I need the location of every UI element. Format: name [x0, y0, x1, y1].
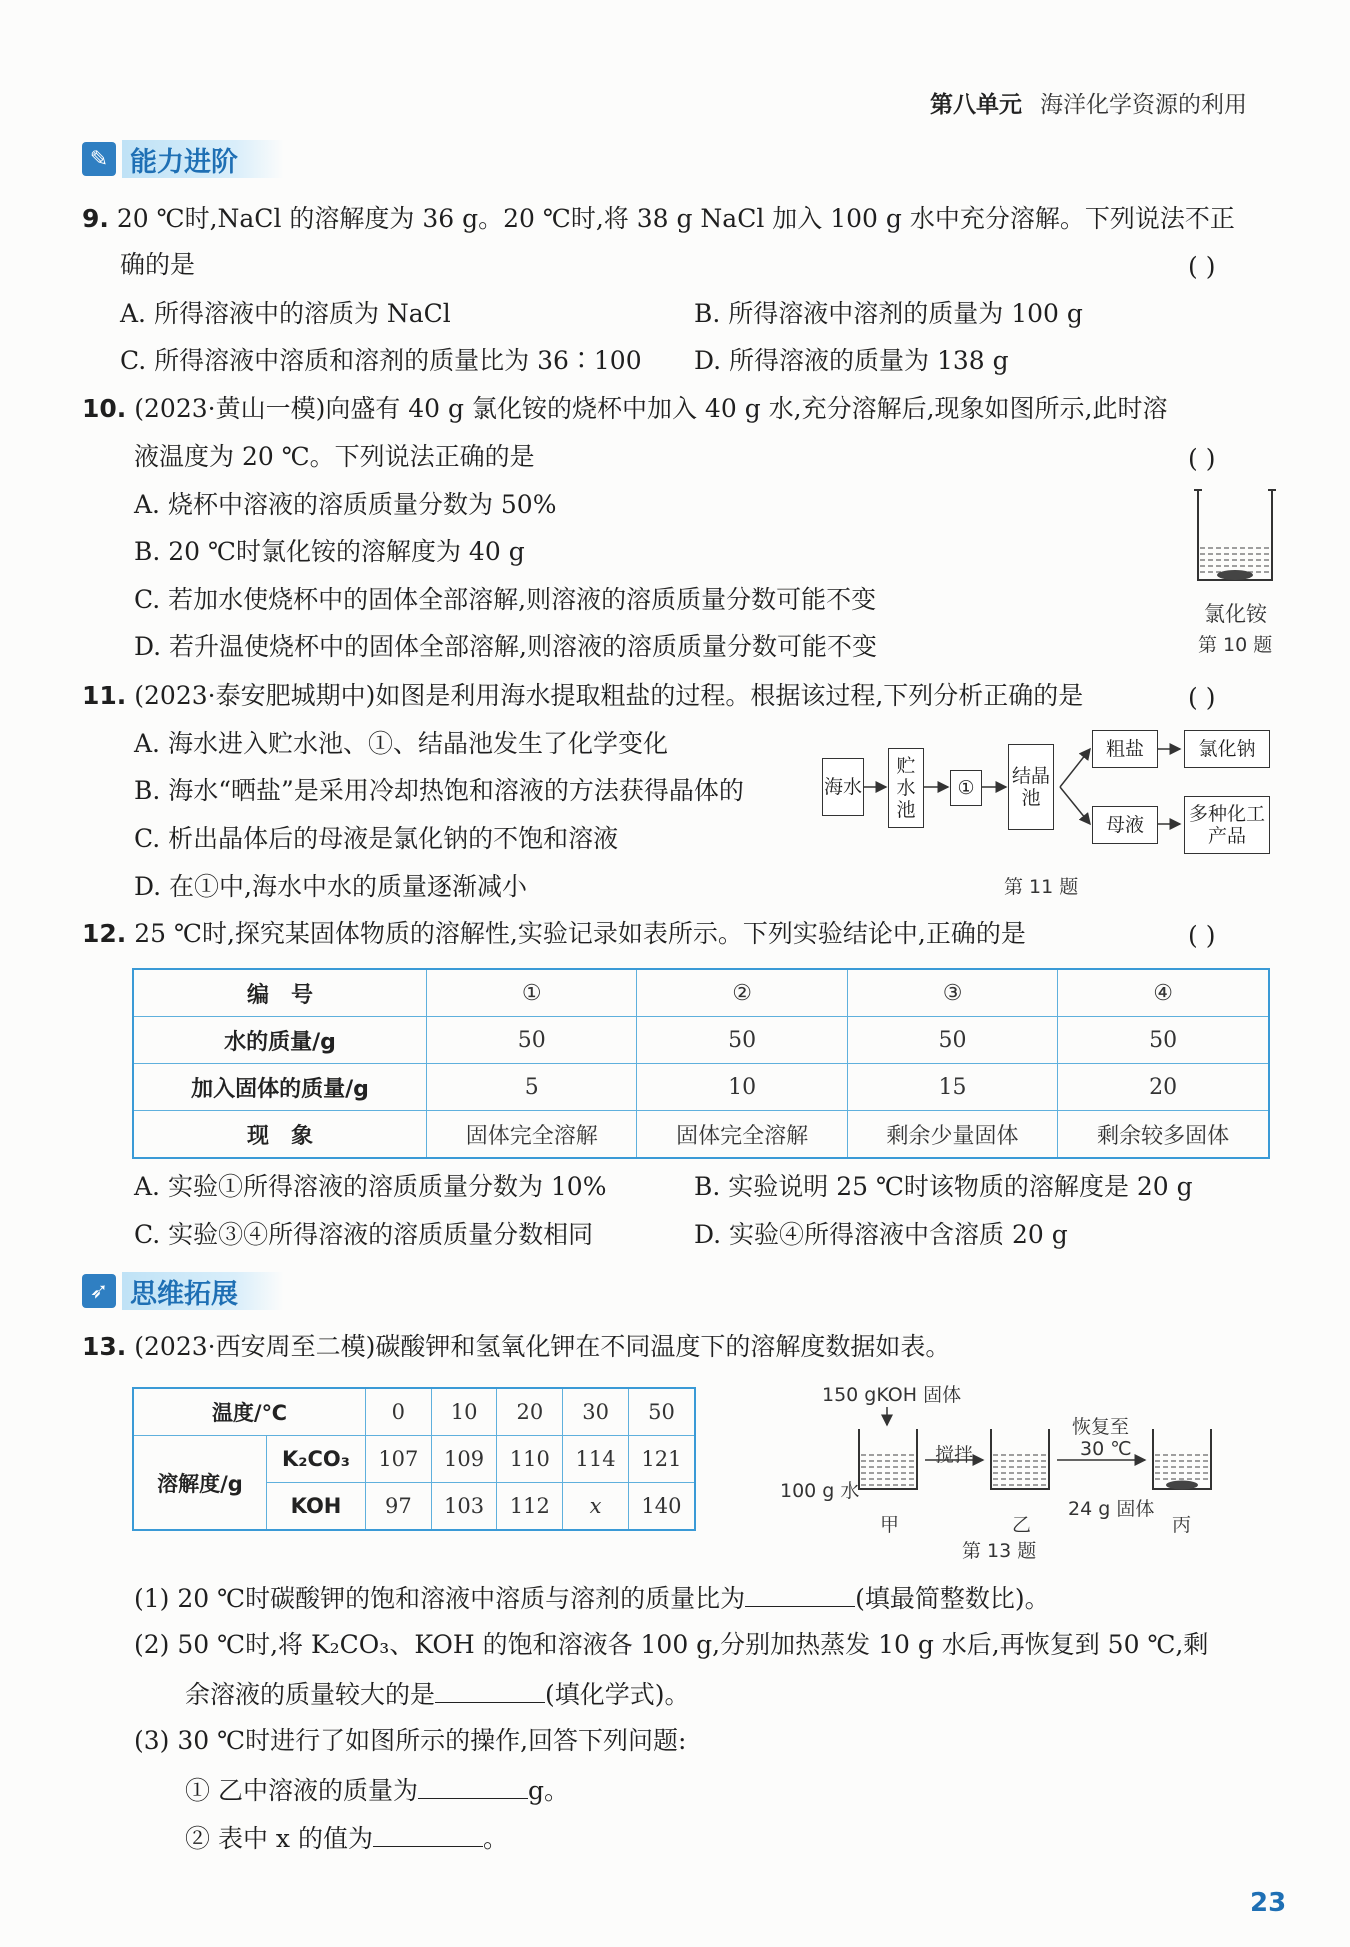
q10-number: 10. [82, 394, 127, 423]
q11-number: 11. [82, 681, 127, 710]
q13-part3-1-tail: g。 [527, 1776, 569, 1805]
pencil-icon: ✎ [82, 142, 116, 176]
fig13-yi-label: 乙 [1012, 1514, 1032, 1536]
fig11-caption: 第 11 题 [1004, 876, 1079, 898]
beaker-label: 氯化铵 [1204, 602, 1267, 626]
fig13-jia-label: 甲 [880, 1514, 900, 1536]
q10-stem-line2: 液温度为 20 ℃。下列说法正确的是 [134, 442, 535, 471]
q13-part3-2 [185, 1820, 508, 1856]
table-row [133, 1017, 1269, 1064]
q9-option-a: A. 所得溶液中的溶质为 NaCl [120, 299, 451, 328]
table-cell: x [563, 1483, 629, 1531]
row-label: 编 号 [133, 969, 427, 1017]
q12-option-a: A. 实验①所得溶液的溶质质量分数为 10% [134, 1172, 607, 1201]
q9-stem: 20 ℃时,NaCl 的溶解度为 36 g。20 ℃时,将 38 g NaCl 加入 100 g 水中充分溶解。下列说法不正 [116, 204, 1235, 233]
q13-part2-line2 [185, 1676, 690, 1712]
q13-stem [82, 1330, 950, 1364]
table-cell: 30 [563, 1388, 629, 1436]
fig10-caption: 第 10 题 [1198, 634, 1273, 656]
running-header [930, 86, 1247, 119]
q13-part2-blank[interactable] [435, 1676, 545, 1703]
table-cell: 107 [366, 1436, 432, 1483]
table-cell: 固体完全溶解 [637, 1111, 847, 1159]
q11-option-a: A. 海水进入贮水池、①、结晶池发生了化学变化 [134, 729, 668, 758]
q10-option-c: C. 若加水使烧杯中的固体全部溶解,则溶液的溶质质量分数可能不变 [134, 585, 877, 614]
table-cell: 110 [497, 1436, 563, 1483]
fig13-caption: 第 13 题 [962, 1540, 1037, 1562]
q13-part3-1 [185, 1772, 569, 1808]
table-row [133, 1388, 695, 1436]
q11-option-c: C. 析出晶体后的母液是氯化钠的不饱和溶液 [134, 824, 619, 853]
beaker-jia [859, 1429, 917, 1489]
q13-part1-tail: (填最简整数比)。 [855, 1584, 1050, 1613]
row-label: 现 象 [133, 1111, 427, 1159]
page-number: 23 [1250, 1888, 1287, 1918]
q13-part2-tail: (填化学式)。 [545, 1680, 690, 1709]
flow-chemical-products: 多种化工产品 [1184, 796, 1270, 854]
table-cell: 140 [628, 1483, 695, 1531]
q13-part3-1-text: ① 乙中溶液的质量为 [185, 1776, 418, 1805]
beaker-bing [1153, 1429, 1211, 1490]
table-cell: 103 [431, 1483, 497, 1531]
q13-part3-2-blank[interactable] [373, 1820, 483, 1847]
q11-option-b: B. 海水“晒盐”是采用冷却热饱和溶液的方法获得晶体的 [134, 776, 744, 805]
table-cell: 121 [628, 1436, 695, 1483]
table-cell: ① [427, 969, 637, 1017]
table-cell: 112 [497, 1483, 563, 1531]
table-row [133, 1436, 695, 1483]
fig13-stir-label: 搅拌 [935, 1444, 974, 1466]
q12-option-d: D. 实验④所得溶液中含溶质 20 g [694, 1220, 1068, 1249]
q10-stem: (2023·黄山一模)向盛有 40 g 氯化铵的烧杯中加入 40 g 水,充分溶解后,现象如图所示,此时溶 [134, 394, 1168, 423]
table-cell: 20 [497, 1388, 563, 1436]
q9-option-c: C. 所得溶液中溶质和溶剂的质量比为 36∶100 [120, 346, 642, 375]
flow-seawater: 海水 [822, 758, 864, 816]
q10-stem-line1 [82, 392, 1167, 426]
section-banner-advance [82, 138, 284, 180]
substance-k2co3: K₂CO₃ [267, 1436, 366, 1483]
q13-table [132, 1387, 696, 1531]
table-cell: ③ [847, 969, 1057, 1017]
table-cell: 50 [1058, 1017, 1269, 1064]
unit-title: 第八单元 [930, 92, 1022, 118]
table-cell: 剩余较多固体 [1058, 1111, 1269, 1159]
table-cell: 5 [427, 1064, 637, 1111]
table-cell: 50 [628, 1388, 695, 1436]
q12-option-c: C. 实验③④所得溶液的溶质质量分数相同 [134, 1220, 594, 1249]
q9-number: 9. [82, 204, 109, 233]
table-cell: ② [637, 969, 847, 1017]
flow-step-1: ① [950, 770, 982, 806]
fig13-restore-temp: 30 ℃ [1080, 1438, 1132, 1460]
flow-crystal-pool: 结晶池 [1008, 744, 1054, 830]
q11-option-d: D. 在①中,海水中水的质量逐渐减小 [134, 872, 527, 901]
row-label: 水的质量/g [133, 1017, 427, 1064]
q13-part2-text: 余溶液的质量较大的是 [185, 1680, 436, 1709]
q11-stem [82, 679, 1083, 713]
fig13-water-label: 100 g 水 [780, 1480, 860, 1502]
unit-topic: 海洋化学资源的利用 [1040, 92, 1247, 118]
fig13-bing-label: 丙 [1172, 1514, 1192, 1536]
table-row [133, 969, 1269, 1017]
q9-option-b: B. 所得溶液中溶剂的质量为 100 g [694, 299, 1083, 328]
q13-part1 [134, 1580, 1050, 1616]
table-cell: 20 [1058, 1064, 1269, 1111]
beaker-yi [991, 1429, 1049, 1489]
q13-number: 13. [82, 1332, 127, 1361]
q10-option-d: D. 若升温使烧杯中的固体全部溶解,则溶液的溶质质量分数可能不变 [134, 632, 877, 661]
q12-answer-paren: ( ) [1188, 921, 1216, 950]
q12-table [132, 968, 1270, 1159]
fig13-koh-label: 150 gKOH 固体 [822, 1384, 962, 1406]
section-title: 思维拓展 [122, 1272, 284, 1310]
beaker-figure [1190, 486, 1280, 590]
table-cell: ④ [1058, 969, 1269, 1017]
q12-number: 12. [82, 919, 127, 948]
q13-part1-blank[interactable] [745, 1580, 855, 1607]
table-cell: 109 [431, 1436, 497, 1483]
section-title: 能力进阶 [122, 140, 284, 178]
table-cell: 10 [637, 1064, 847, 1111]
rocket-icon: ➶ [82, 1274, 116, 1308]
table-cell: 50 [847, 1017, 1057, 1064]
flow-nacl: 氯化钠 [1184, 730, 1270, 768]
q13-part3-2-tail: 。 [482, 1824, 508, 1853]
table-cell: 固体完全溶解 [427, 1111, 637, 1159]
q9-option-d: D. 所得溶液的质量为 138 g [694, 346, 1009, 375]
temp-header: 温度/℃ [133, 1388, 366, 1436]
q10-answer-paren: ( ) [1188, 444, 1216, 473]
q9-stem-line1 [82, 202, 1235, 236]
q12-stem [82, 917, 1026, 951]
table-cell: 97 [366, 1483, 432, 1531]
q12-option-b: B. 实验说明 25 ℃时该物质的溶解度是 20 g [694, 1172, 1193, 1201]
fig13-restore-label: 恢复至 [1072, 1416, 1130, 1438]
q13-part3-2-text: ② 表中 x 的值为 [185, 1824, 373, 1853]
q9-answer-paren: ( ) [1188, 252, 1216, 281]
q10-option-a: A. 烧杯中溶液的溶质质量分数为 50% [134, 490, 557, 519]
q13-stem-text: (2023·西安周至二模)碳酸钾和氢氧化钾在不同温度下的溶解度数据如表。 [134, 1332, 951, 1361]
q13-part1-text: (1) 20 ℃时碳酸钾的饱和溶液中溶质与溶剂的质量比为 [134, 1584, 746, 1613]
q11-answer-paren: ( ) [1188, 683, 1216, 712]
table-cell: 0 [366, 1388, 432, 1436]
section-banner-extend [82, 1270, 284, 1312]
table-row [133, 1064, 1269, 1111]
table-cell: 114 [563, 1436, 629, 1483]
table-cell: 50 [637, 1017, 847, 1064]
table-cell: 50 [427, 1017, 637, 1064]
table-cell: 10 [431, 1388, 497, 1436]
q11-stem-text: (2023·泰安肥城期中)如图是利用海水提取粗盐的过程。根据该过程,下列分析正确的是 [134, 681, 1084, 710]
q12-stem-text: 25 ℃时,探究某固体物质的溶解性,实验记录如表所示。下列实验结论中,正确的是 [134, 919, 1026, 948]
fig13-solid-label: 24 g 固体 [1068, 1498, 1155, 1520]
q10-option-b: B. 20 ℃时氯化铵的溶解度为 40 g [134, 537, 525, 566]
table-row [133, 1111, 1269, 1159]
solubility-header: 溶解度/g [133, 1436, 267, 1531]
flow-storage-pool: 贮水池 [888, 748, 924, 828]
q13-part3: (3) 30 ℃时进行了如图所示的操作,回答下列问题: [134, 1726, 687, 1755]
q9-stem-line2: 确的是 [120, 250, 196, 279]
table-cell: 剩余少量固体 [847, 1111, 1057, 1159]
substance-koh: KOH [267, 1483, 366, 1531]
flow-mother-liquor: 母液 [1092, 806, 1158, 844]
q13-part3-1-blank[interactable] [418, 1772, 528, 1799]
table-cell: 15 [847, 1064, 1057, 1111]
flow-crude-salt: 粗盐 [1092, 730, 1158, 768]
q13-part2-line1: (2) 50 ℃时,将 K₂CO₃、KOH 的饱和溶液各 100 g,分别加热蒸发 10 g 水后,再恢复到 50 ℃,剩 [134, 1630, 1209, 1659]
row-label: 加入固体的质量/g [133, 1064, 427, 1111]
